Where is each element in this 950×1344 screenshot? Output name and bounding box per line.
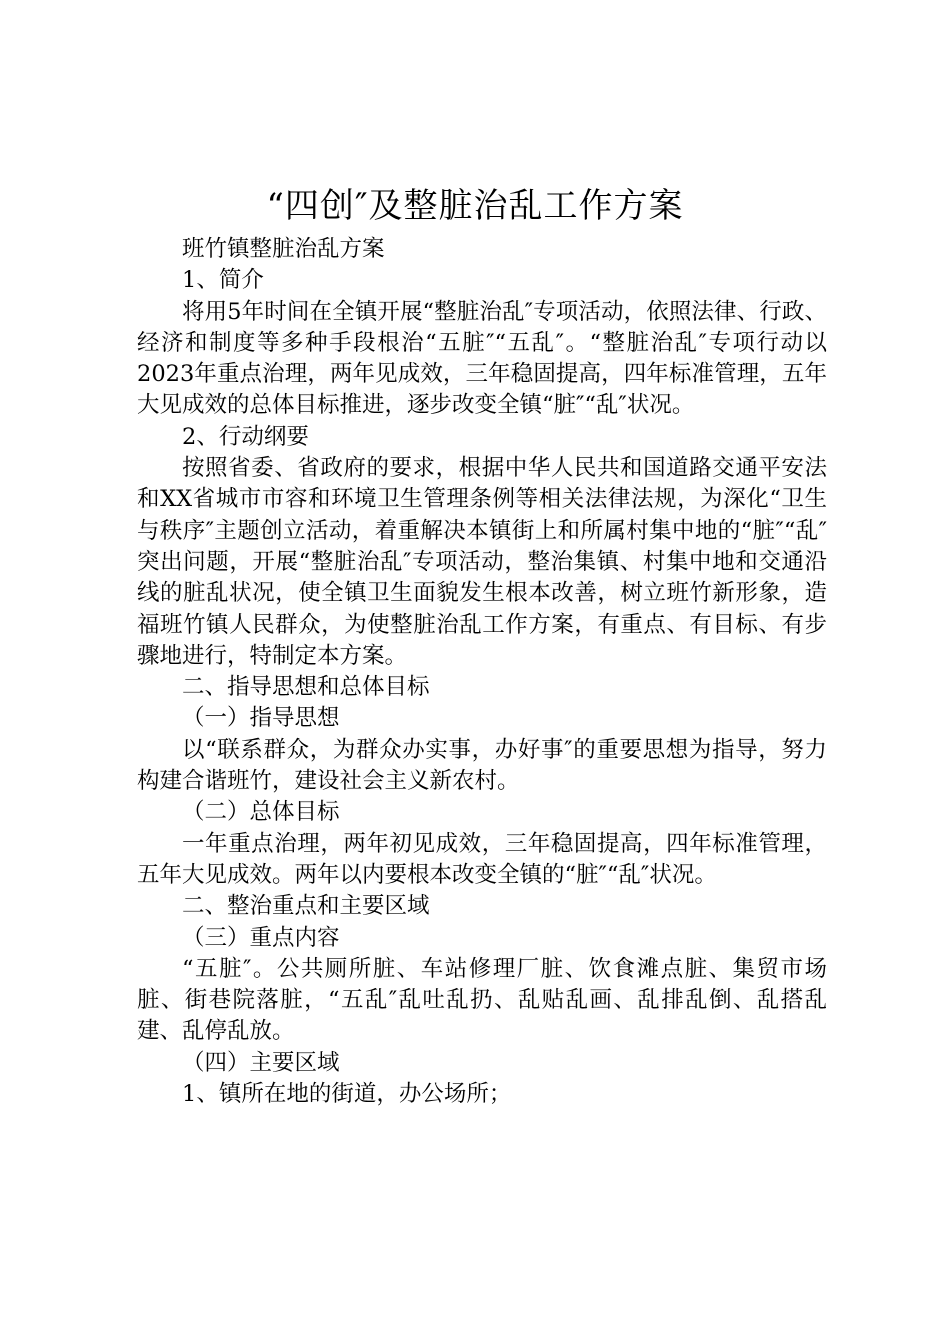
paragraph-intro: 将用5年时间在全镇开展“整脏治乱″专项活动，依照法律、行政、经济和制度等多种手段根治“五脏″“五乱″。“整脏治乱″专项行动以2023年重点治理，两年见成效，三年稳固提高，四年标准管理，五年大见成效的总体目标推进，逐步改变全镇“脏″“乱″状况。 xyxy=(137,298,827,419)
document-title: “四创″及整脏治乱工作方案 xyxy=(266,186,684,226)
paragraph-guiding: 以“联系群众，为群众办实事，办好事″的重要思想为指导，努力构建合谐班竹，建设社会主义新农村。 xyxy=(137,736,827,795)
paragraph-content: “五脏″。公共厕所脏、车站修理厂脏、饮食滩点脏、集贸市场脏、街巷院落脏，“五乱″乱吐乱扔、乱贴乱画、乱排乱倒、乱搭乱建、乱停乱放。 xyxy=(137,955,827,1045)
paragraph-subtitle: 班竹镇整脏治乱方案 xyxy=(182,236,385,262)
paragraph-subheading-areas: （四）主要区域 xyxy=(182,1049,340,1076)
paragraph-heading-intro: 1、简介 xyxy=(182,267,264,294)
paragraph-areas-item-1: 1、镇所在地的街道，办公场所； xyxy=(182,1081,512,1108)
paragraph-heading-outline: 2、行动纲要 xyxy=(182,423,309,450)
paragraph-heading-focus: 二、整治重点和主要区域 xyxy=(182,893,430,920)
paragraph-subheading-content: （三）重点内容 xyxy=(182,924,340,951)
paragraph-heading-guiding: 二、指导思想和总体目标 xyxy=(182,674,430,701)
paragraph-goal: 一年重点治理，两年初见成效，三年稳固提高，四年标准管理，五年大见成效。两年以内要根本改变全镇的“脏″“乱″状况。 xyxy=(137,830,827,888)
paragraph-outline: 按照省委、省政府的要求，根据中华人民共和国道路交通平安法和XX省城市市容和环境卫生管理条例等相关法律法规，为深化“卫生与秩序″主题创立活动，着重解决本镇街上和所属村集中地的“脏″“乱″突出问题，开展“整脏治乱″专项活动，整治集镇、村集中地和交通沿线的脏乱状况，使全镇卫生面貌发生根本改善，树立班竹新形象，造福班竹镇人民群众，为使整脏治乱工作方案，有重点、有目标、有步骤地进行，特制定本方案。 xyxy=(137,455,827,669)
paragraph-subheading-guiding: （一）指导思想 xyxy=(182,705,340,732)
paragraph-subheading-goal: （二）总体目标 xyxy=(182,799,340,826)
document-body xyxy=(137,234,827,1110)
